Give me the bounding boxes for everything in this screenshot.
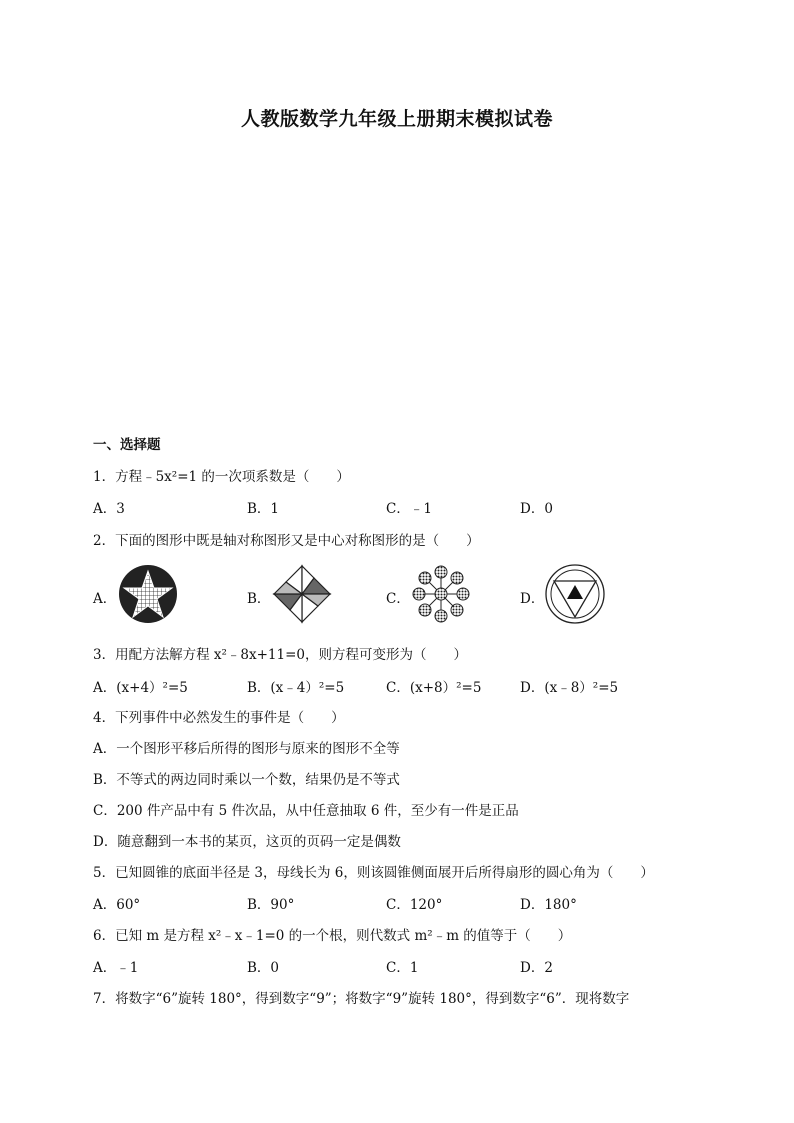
question-3-option-c: C．(x+8）²=5 xyxy=(386,680,482,696)
section-heading: 一、选择题 xyxy=(93,437,161,453)
question-1-option-d: D．0 xyxy=(520,501,553,517)
question-1-option-c: C．﹣1 xyxy=(386,501,432,517)
question-4-option-a: A．一个图形平移后所得的图形与原来的图形不全等 xyxy=(93,741,400,757)
question-1-option-a: A．3 xyxy=(93,501,125,517)
question-6-option-c: C．1 xyxy=(386,960,419,976)
question-3-option-a: A．(x+4）²=5 xyxy=(93,680,188,696)
question-5-option-d: D．180° xyxy=(520,897,577,913)
question-6-option-b: B．0 xyxy=(247,960,280,976)
question-3-option-d: D．(x﹣8）²=5 xyxy=(520,680,619,696)
question-5-option-b: B．90° xyxy=(247,897,295,913)
question-4-option-d: D．随意翻到一本书的某页，这页的页码一定是偶数 xyxy=(93,834,401,850)
question-2-option-b-label: B． xyxy=(247,591,271,607)
question-2-option-c-label: C． xyxy=(386,591,410,607)
page-title: 人教版数学九年级上册期末模拟试卷 xyxy=(240,108,553,130)
question-6-option-d: D．2 xyxy=(520,960,553,976)
question-5-option-c: C．120° xyxy=(386,897,443,913)
question-1-option-b: B．1 xyxy=(247,501,280,517)
triangle-in-circle-figure xyxy=(544,563,606,625)
question-4-option-c: C．200 件产品中有 5 件次品，从中任意抽取 6 件，至少有一件是正品 xyxy=(93,803,519,819)
question-5-option-a: A．60° xyxy=(93,897,141,913)
question-6-option-a: A．﹣1 xyxy=(93,960,139,976)
question-3-option-b: B．(x﹣4）²=5 xyxy=(247,680,345,696)
question-2-option-a-label: A． xyxy=(93,591,117,607)
question-7-stem: 7．将数字“6”旋转 180°，得到数字“9”；将数字“9”旋转 180°，得到数字“6”．现将数字 xyxy=(93,991,630,1007)
question-6-stem: 6．已知 m 是方程 x²﹣x﹣1=0 的一个根，则代数式 m²﹣m 的值等于（ ） xyxy=(93,928,572,944)
question-1-stem: 1．方程﹣5x²=1 的一次项系数是（ ） xyxy=(93,469,350,485)
question-4-option-b: B．不等式的两边同时乘以一个数，结果仍是不等式 xyxy=(93,772,400,788)
question-2-stem: 2．下面的图形中既是轴对称图形又是中心对称图形的是（ ） xyxy=(93,533,480,549)
star-in-circle-figure xyxy=(117,563,179,625)
flower-circles-figure xyxy=(410,563,472,625)
question-5-stem: 5．已知圆锥的底面半径是 3，母线长为 6，则该圆锥侧面展开后所得扇形的圆心角为（ ） xyxy=(93,865,654,881)
pinwheel-figure xyxy=(271,563,333,625)
question-4-stem: 4．下列事件中必然发生的事件是（ ） xyxy=(93,710,345,726)
question-3-stem: 3．用配方法解方程 x²﹣8x+11=0，则方程可变形为（ ） xyxy=(93,647,467,663)
question-2-option-d-label: D． xyxy=(520,591,545,607)
